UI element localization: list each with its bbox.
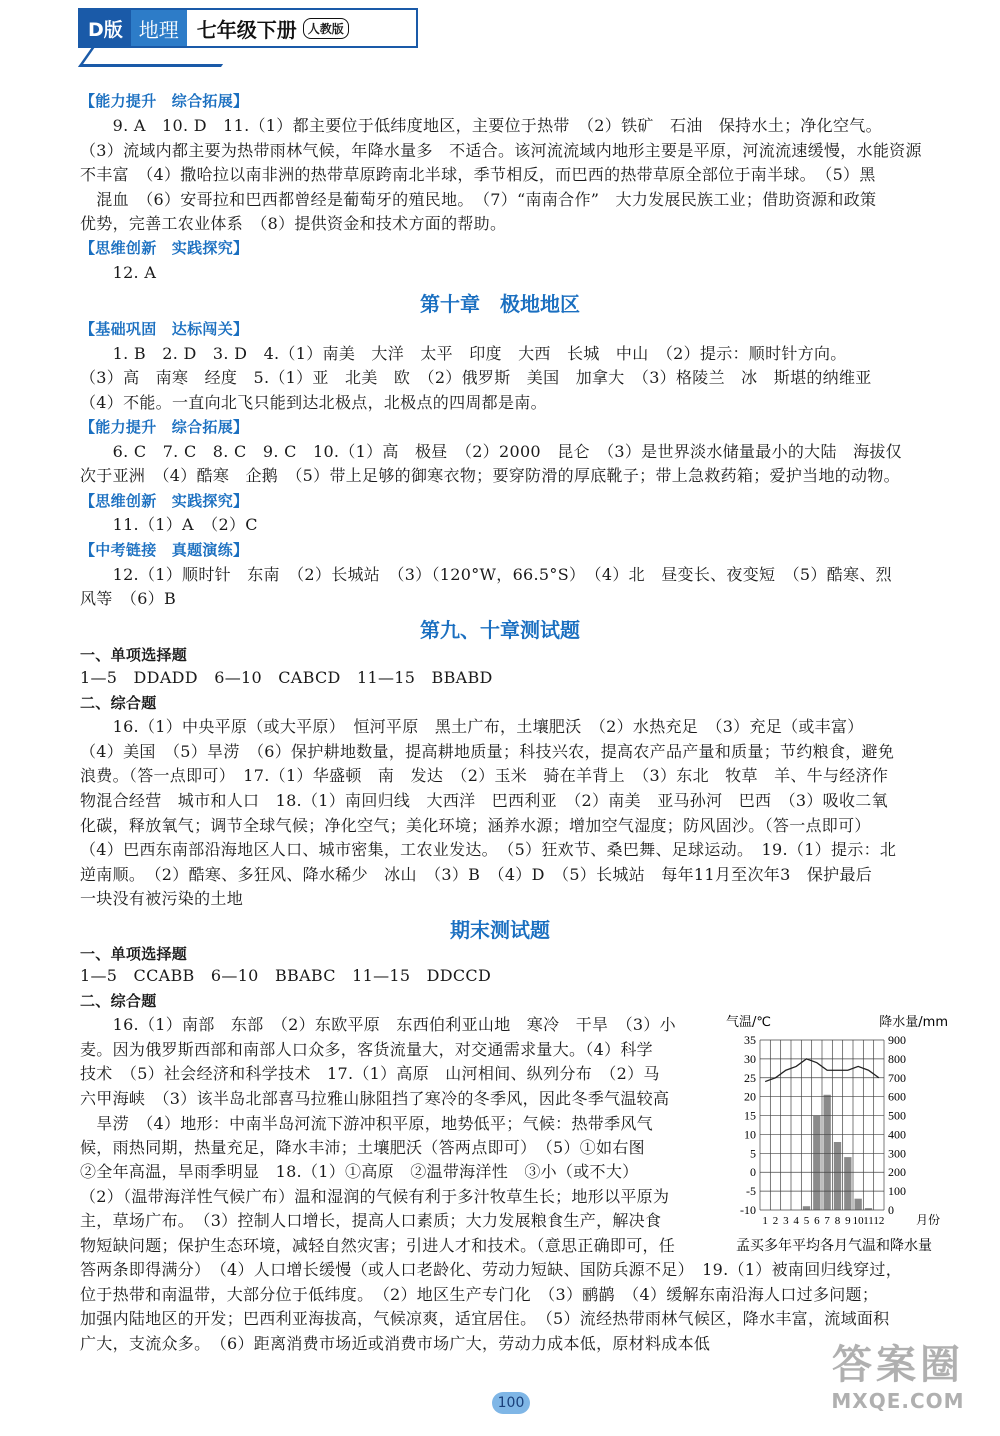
temp-tick-label: -10 <box>740 1203 756 1217</box>
chart-title: 孟买多年平均各月气温和降水量 <box>736 1238 932 1254</box>
answer-line: 混血 （6）安哥拉和巴西都曾经是葡萄牙的殖民地。 （7）“南南合作” 大力发展民族工业；借助资源和政策 <box>80 190 877 209</box>
answer-line: 技术 （5）社会经济和科学技术 17.（1）高原 山河相间、纵列分布 （2）马 <box>80 1064 660 1083</box>
answer-line: 六甲海峡 （3）该半岛北部喜马拉雅山脉阻挡了寒冷的冬季风，因此冬季气温较高 <box>80 1089 670 1108</box>
answer-line: 6. C 7. C 8. C 9. C 10.（1）高 极昼 （2）2000 昆仑 （3）是世界淡水储量最小的大陆 海拔仅 <box>80 442 902 461</box>
section-heading: 一、单项选择题 <box>80 646 188 664</box>
answer-line: 化碳，释放氧气；调节全球气候；净化空气；美化环境；涵养水源；增加空气湿度；防风固沙。（答一点即可） <box>80 816 871 835</box>
month-tick-label: 5 <box>803 1215 810 1227</box>
section-tag: 【中考链接 真题演练】 <box>80 541 249 559</box>
precip-bar <box>844 1157 851 1210</box>
precip-tick-label: 200 <box>888 1165 906 1180</box>
answer-line: 答两条即得满分） （4）人口增长缓慢（或人口老龄化、劳动力短缺、国防兵源不足） 19.（1）被南回归线穿过， <box>80 1260 903 1279</box>
section-tag: 【基础巩固 达标闯关】 <box>80 320 249 338</box>
temp-tick-label: 20 <box>744 1089 756 1104</box>
answer-line: 麦。因为俄罗斯西部和南部人口众多，客货流量大，对交通需求量大。（4）科学 <box>80 1040 653 1059</box>
precip-bar <box>834 1142 841 1210</box>
answer-line: 广大，支流众多。 （6）距离消费市场近或消费市场广大，劳动力成本低，原材料成本低 <box>80 1334 711 1353</box>
answer-line: 浪费。（答一点即可） 17.（1）华盛顿 南 发达 （2）玉米 骑在羊背上 （3）东北 牧草 羊、牛与经济作 <box>80 766 889 785</box>
month-tick-label: 2 <box>772 1215 779 1227</box>
precip-bar <box>813 1116 820 1210</box>
answer-line: （3）流域内都主要为热带雨林气候，年降水量多 不适合。该河流流域内地形主要是平原，河流流速缓慢，水能资源 <box>80 141 922 160</box>
grade-label: 七年级下册 <box>196 17 297 42</box>
section-tag: 【能力提升 综合拓展】 <box>80 92 249 110</box>
answer-line: 9. A 10. D 11.（1）都主要位于低纬度地区，主要位于热带 （2）铁矿 石油 保持水土；净化空气。 <box>80 116 882 135</box>
section-heading: 二、综合题 <box>80 694 157 712</box>
version-badge: 人教版 <box>303 18 349 39</box>
answer-line: 1. B 2. D 3. D 4.（1）南美 大洋 太平 印度 大西 长城 中山 （2）提示：顺时针方向。 <box>80 344 847 363</box>
y-right-axis-label: 降水量/mm <box>879 1015 948 1030</box>
answer-line: （3）高 南寒 经度 5.（1）亚 北美 欧 （2）俄罗斯 美国 加拿大 （3）格陵兰 冰 斯堪的纳维亚 <box>80 368 872 387</box>
month-tick-label: 7 <box>824 1215 830 1227</box>
watermark-site: MXQE.COM <box>831 1389 965 1413</box>
answer-line: （2）（温带海洋性气候广布）温和湿润的气候有利于多汁牧草生长；地形以平原为 <box>80 1187 670 1206</box>
subject-label: 地理 <box>131 10 187 46</box>
temp-tick-label: 35 <box>744 1033 756 1047</box>
temp-tick-label: 10 <box>744 1127 756 1142</box>
section-heading: 一、单项选择题 <box>80 945 188 963</box>
answer-line: 主，草场广布。 （3）控制人口增长，提高人口素质；大力发展粮食生产，解决食 <box>80 1211 662 1230</box>
precip-bar <box>803 1206 810 1210</box>
temp-tick-label: 5 <box>750 1146 756 1161</box>
answer-line: 加强内陆地区的开发；巴西利亚海拔高，气候凉爽，适宜居住。 （5）流经热带雨林气候区，降水丰富，流域面积 <box>80 1309 890 1328</box>
section-tag: 【能力提升 综合拓展】 <box>80 418 249 436</box>
section-heading: 二、综合题 <box>80 992 157 1010</box>
watermark <box>814 1342 982 1426</box>
precip-bar <box>855 1199 862 1210</box>
precip-tick-label: 0 <box>888 1203 894 1217</box>
answer-line: 优势，完善工农业体系 （8）提供资金和技术方面的帮助。 <box>80 214 507 233</box>
temp-tick-label: -5 <box>746 1184 756 1199</box>
section-tag: 【思维创新 实践探究】 <box>80 492 249 510</box>
y-left-axis-label: 气温/℃ <box>726 1015 771 1030</box>
page-header <box>78 8 418 48</box>
precip-tick-label: 300 <box>888 1146 906 1161</box>
answer-line: 16.（1）中央平原（或大平原） 恒河平原 黑土广布，土壤肥沃 （2）水热充足 （3）充足（或丰富） <box>80 717 864 736</box>
answer-line: 物短缺问题；保护生态环境，减轻自然灾害；引进人才和技术。（意思正确即可，任 <box>80 1236 676 1255</box>
precip-tick-label: 500 <box>888 1108 906 1123</box>
precip-bar <box>824 1095 831 1210</box>
answer-line: 旱涝 （4）地形：中南半岛河流下游冲积平原，地势低平；气候：热带季风气 <box>80 1114 653 1133</box>
answer-line: 12. A <box>80 263 157 282</box>
temp-tick-label: 25 <box>744 1070 756 1085</box>
answer-line: 不丰富 （4）撒哈拉以南非洲的热带草原跨南北半球，季节相反，而巴西的热带草原全部位于南半球。 （5）黑 <box>80 165 876 184</box>
temp-tick-label: 0 <box>750 1165 756 1180</box>
answer-line: （4）巴西东南部沿海地区人口、城市密集，工农业发达。 （5）狂欢节、桑巴舞、足球运动。 19.（1）提示：北 <box>80 840 897 859</box>
answer-line: 候，雨热同期，热量充足，降水丰沛；土壤肥沃（答两点即可） （5）①如右图 <box>80 1138 645 1157</box>
chapter-title: 期末测试题 <box>450 918 550 942</box>
precip-tick-label: 400 <box>888 1127 906 1142</box>
chapter-title: 第九、十章测试题 <box>420 618 580 642</box>
month-tick-label: 4 <box>793 1215 799 1227</box>
precip-tick-label: 100 <box>888 1184 906 1199</box>
answer-line: 次于亚洲 （4）酷寒 企鹅 （5）带上足够的御寒衣物；要穿防滑的厚底靴子；带上急救药箱；爱护当地的动物。 <box>80 466 900 485</box>
month-tick-label: 3 <box>783 1215 789 1227</box>
answer-line: 风等 （6）B <box>80 589 177 608</box>
answer-line: 逆南顺。 （2）酷寒、多狂风、降水稀少 冰山 （3）B （4）D （5）长城站 每年11月至次年3 保护最后 <box>80 865 873 884</box>
x-axis-label: 月份 <box>916 1213 941 1227</box>
section-tag: 【思维创新 实践探究】 <box>80 239 249 257</box>
chapter-title: 第十章 极地地区 <box>420 292 580 316</box>
temp-tick-label: 15 <box>744 1108 756 1123</box>
edition-label: D版 <box>80 10 131 46</box>
precip-tick-label: 900 <box>888 1033 906 1047</box>
month-tick-label: 1 <box>762 1215 768 1227</box>
answer-line: 11.（1）A （2）C <box>80 515 258 534</box>
answer-line: 位于热带和南温带，大部分位于低纬度。 （2）地区生产专门化 （3）鹂鹋 （4）缓解东南沿海人口过多问题； <box>80 1285 879 1304</box>
answer-line: 16.（1）南部 东部 （2）东欧平原 东西伯利亚山地 寒冷 干旱 （3）小 <box>80 1015 676 1034</box>
answer-line: （4）美国 （5）旱涝 （6）保护耕地数量，提高耕地质量；科技兴农，提高农产品产量和质量；节约粮食，避免 <box>80 742 895 761</box>
answer-line: 1—5 DDADD 6—10 CABCD 11—15 BBABD <box>80 668 493 687</box>
climate-chart <box>718 1010 950 1256</box>
month-tick-label: 8 <box>834 1215 841 1227</box>
month-tick-label: 6 <box>814 1215 820 1227</box>
precip-tick-label: 600 <box>888 1089 906 1104</box>
page-number: 100 <box>492 1392 530 1414</box>
month-tick-label: 12 <box>873 1215 885 1227</box>
answer-line: 1—5 CCABB 6—10 BBABC 11—15 DDCCD <box>80 966 492 985</box>
watermark-logo-text: 答案圈 <box>832 1342 964 1388</box>
temp-tick-label: 30 <box>744 1051 756 1066</box>
precip-tick-label: 700 <box>888 1070 906 1085</box>
answer-line: 物混合经营 城市和人口 18.（1）南回归线 大西洋 巴西利亚 （2）南美 亚马孙河 巴西 （3）吸收二氧 <box>80 791 888 810</box>
answer-line: ②全年高温，旱雨季明显 18.（1）①高原 ②温带海洋性 ③小（或不大） <box>80 1162 639 1181</box>
month-tick-label: 10 <box>852 1215 864 1227</box>
month-tick-label: 11 <box>863 1215 874 1227</box>
answer-line: （4）不能。一直向北飞只能到达北极点，北极点的四周都是南。 <box>80 393 547 412</box>
month-tick-label: 9 <box>845 1215 851 1227</box>
answer-line: 12.（1）顺时针 东南 （2）长城站 （3）（120°W，66.5°S） （4）北 昼变长、夜变短 （5）酷寒、烈 <box>80 565 892 584</box>
answer-line: 一块没有被污染的土地 <box>80 889 244 908</box>
header-decoration <box>78 46 236 67</box>
precip-tick-label: 800 <box>888 1051 906 1066</box>
